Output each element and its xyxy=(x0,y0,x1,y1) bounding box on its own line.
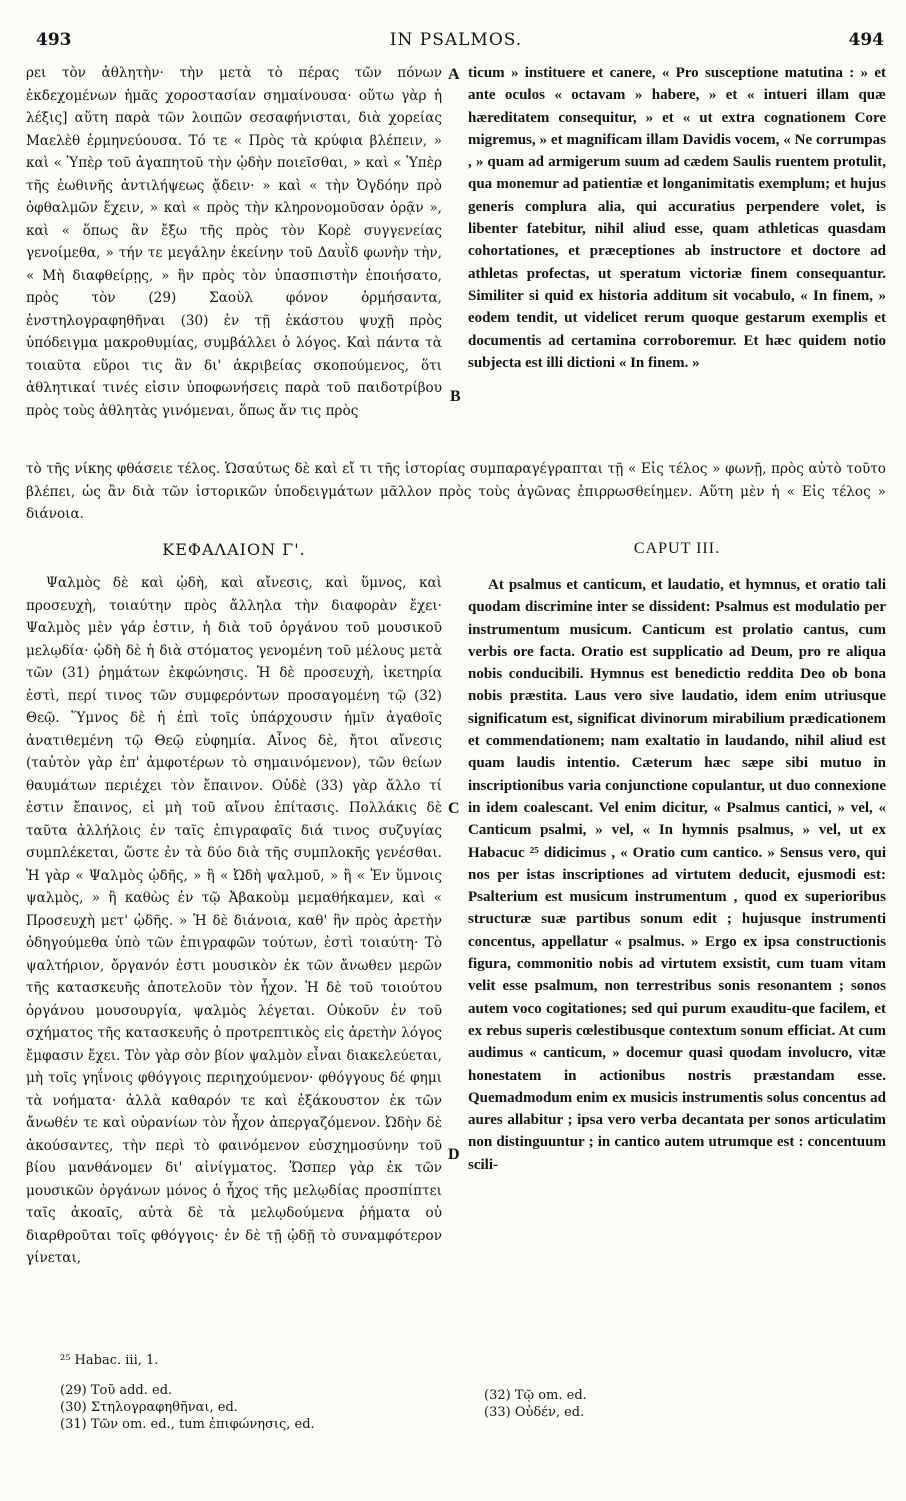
greek-paragraph-chapter: Ψαλμὸς δὲ καὶ ᾠδὴ, καὶ αἴνεσις, καὶ ὕμνος, καὶ προσευχὴ, τοιαύτην πρὸς ἄλληλα τὴν διαφορὰν ἔχει· Ψαλμὸς μὲν γάρ ἐστιν, ἡ διὰ τοῦ ὀργάνου τοῦ μουσικοῦ μελῳδία· ᾠδὴ δὲ ἡ διὰ στόματος γενομένη τοῦ μέλους μετὰ τῶν (31) ῥημάτων ἐκφώνησις. Ἡ δὲ προσευχὴ, ἱκετηρία ἐστὶ, περί τινος τῶν συμφερόντων προσαγομένη τῷ (32) Θεῷ. Ὕμνος δὲ ἡ ἐπὶ τοῖς ὑπάρχουσιν ἡμῖν ἀγαθοῖς ἀνατιθεμένη τῷ Θεῷ εὐφημία. Αἶνος δὲ, ἤτοι αἴνεσις (ταὐτὸν γὰρ ἐπ' ἀμφοτέρων τὸ σημαινόμενον), τῶν θείων θαυμάτων περιέχει τὸν ἔπαινον. Οὐδὲ (33) γὰρ ἄλλο τί ἐστιν ἔπαινος, εἰ μὴ τοῦ αἴνου ἐπίτασις. Πολλάκις δὲ ταῦτα ἀλλήλοις ἐν ταῖς ἐπιγραφαῖς διά τινος συζυγίας συμπλέκεται, ὥστε ἐν τὰ δύο διὰ τῆς συμπλοκῆς γενέσθαι. Ἡ γὰρ « Ψαλμὸς ᾠδῆς, » ἢ « Ὠδὴ ψαλμοῦ, » ἢ « Ἐν ὕμνοις ψαλμὸς, » ἢ καθὼς ἐν τῷ Ἀβακοὺμ μεμαθήκαμεν, καὶ « Προσευχὴ μετ' ᾠδῆς. » Ἡ δὲ διάνοια, καθ' ἣν πρὸς ἀρετὴν ὁδηγούμεθα ὑπὸ τῶν ἐπιγραφῶν τούτων, ἐστὶ τοιαύτη· Τὸ ψαλτήριον, ὄργανόν ἐστι μουσικὸν ἐκ τῶν ἄνωθεν μερῶν τῆς κατασκευῆς ἀποτελοῦν τὸν ἦχον. Ἡ δὲ τοῦ τοιούτου ὀργάνου μουσουργία, ψαλμὸς λέγεται. Οὐκοῦν ἐν τοῦ σχήματος τῆς κατασκευῆς ὁ προτρεπτικὸς εἰς ἀρετὴν λόγος ἔμφασιν ἔχει. Τὸν γὰρ σὸν βίον ψαλμὸν εἶναι διακελεύεται, μὴ τοῖς γηΐνοις φθόγγοις περιηχούμενον· φθόγγους δέ φημι τὰ νοήματα· ἀλλὰ καθαρόν τε καὶ ἐξάκουστον ἐκ τῶν ἄνωθέν τε καὶ οὐρανίων τὸν ἦχον ἀπεργαζόμενον. Ὠδὴν δὲ ἀκούσαντες, τὴν περὶ τὸ φαινόμενον εὐσχημοσύνην τοῦ βίου μανθάνομεν δι' αἰνίγματος. Ὥσπερ γὰρ ἐκ τῶν μουσικῶν ὀργάνων μόνος ὁ ἦχος τῆς μελῳδίας προσπίπτει ταῖς ἀκοαῖς, αὐτὰ δὲ τὰ μελῳδούμενα ῥήματα οὐ διαρθροῦται τοῖς φθόγγοις· ἐν δὲ τῇ ᾠδῇ τὸ συναμφότερον γίνεται, xyxy=(26,575,442,1266)
variant-notes-right xyxy=(484,1387,587,1421)
variant-notes-left xyxy=(60,1382,315,1433)
footnote-reference: ²⁵ Habac. iii, 1. xyxy=(60,1353,159,1368)
margin-letter-b: B xyxy=(450,388,461,405)
variant-note: (32) Τῷ om. ed. xyxy=(484,1388,587,1403)
margin-letter-d: D xyxy=(448,1146,460,1163)
variant-note: (33) Οὐδέν, ed. xyxy=(484,1405,585,1420)
variant-note: (29) Τοῦ add. ed. xyxy=(60,1383,173,1398)
latin-chapter-heading: CAPUT III. xyxy=(633,540,721,557)
greek-paragraph-top: ρει τὸν ἀθλητὴν· τὴν μετὰ τὸ πέρας τῶν πόνων ἐκδεχομένων ἡμᾶς χοροστασίαν σημαίνουσα· οὕτω γὰρ ἡ λέξις] αὕτη παρὰ τῶν λοιπῶν σεσαφήνισται, διὰ χορείας Μαελὲθ ἑρμηνεύουσα. Τό τε « Πρὸς τὰ κρύφια βλέπειν, » καὶ « Ὑπὲρ τοῦ ἀγαπητοῦ τὴν ᾠδὴν ποιεῖσθαι, » καὶ « Ὑπὲρ τῆς ἑωθινῆς ἀντιλήψεως ᾄδειν· » καὶ « τὴν Ὀγδόην πρὸ ὀφθαλμῶν ἔχειν, » καὶ « πρὸς τὴν κληρονομοῦσαν ὁρᾷν », καὶ « ὅπως ἂν ἔξω τῆς πρὸς τὸν Κορὲ συγγενείας γενοίμεθα, » τήν τε μεγάλην ἐκείνην τοῦ Δαυῒδ φωνὴν τὴν, « Μὴ διαφθείρῃς, » ἣν πρὸς τὸν ὑπασπιστὴν ἐποιήσατο, πρὸς τὸν (29) Σαοὺλ φόνον ὁρμήσαντα, ἐνστηλογραφηθῆναι (30) ἐν τῇ ἑκάστου ψυχῇ πρὸς ὑπόδειγμα μακροθυμίας, συμβάλλει ὁ λόγος. Καὶ πάντα τὰ τοιαῦτα εὕροι τις ἂν δι' ἀκριβείας σκοπούμενος, ὅτι ἀθλητικαί τινές εἰσιν ὑποφωνήσεις παρὰ τοῦ παιδοτρίβου πρὸς τοὺς ἀθλητὰς γινόμεναι, ὅπως ἄν τις πρὸς xyxy=(26,65,442,419)
latin-paragraph-chapter: At psalmus et canticum, et laudatio, et hymnus, et oratio tali quodam discrimine inter se dissident: Psalmus est modulatio per instrumentum musicum. Canticum est prolatio cantus, cum verbis ore facta. Oratio est supplicatio ad Deum, pro re aliqua nobis conducibili. Hymnus est benedictio reddita Deo ob bona nobis præstita. Laus vero sive laudatio, idem enim utriusque significatum est, significat divinorum mirabilium prædicationem et commendationem; nam exaltatio in laudando, nihil aliud est quam laudis intentio. Cæterum hæc sæpe sibi mutuo in inscriptionibus varia conjunctione copulantur, ut duo connexione in idem coalescant. Vel enim dicitur, « Psalmus cantici, » vel, « Canticum psalmi, » vel, « In hymnis psalmus, » vel, ut ex Habacuc ²⁵ didicimus , « Oratio cum cantico. » Sensus vero, qui nos per istas inscriptiones ad virtutem deducit, ejusmodi est: Psalterium est musicum instrumentum , quod ex superioribus structuræ suæ partibus sonum edit ; hujusque instrumenti concentus, appellatur « psalmus. » Ergo ex ipsa constructionis figura, commonitio nobis ad virtutem exsistit, cum tuam vitam velit esse psalmum, non terrestribus sonis resonantem ; sonos autem voco cogitationes; sed qui purum exauditu-que facilem, et ex rebus superis cœlestibusque contextum sonum efficiat. At cum audimus « canticum, » docemur quasi quodam involucro, vitæ honestatem in actionibus nostris præstandam esse. Quemadmodum enim ex musicis instrumentis solus concentus ad aures allabitur ; ipsa vero verba decantata per sonos articulatim non distinguuntur ; in cantico autem utrumque est : concentuum scili- xyxy=(468,577,886,1173)
latin-column-top xyxy=(468,62,886,457)
margin-letter-a: A xyxy=(448,66,460,83)
running-header xyxy=(26,30,886,54)
latin-column-chapter xyxy=(468,574,886,1176)
page-number-right: 494 xyxy=(848,30,884,50)
greek-full-width-text: τὸ τῆς νίκης φθάσειε τέλος. Ὡσαύτως δὲ καὶ εἴ τι τῆς ἱστορίας συμπαραγέγραπται τῇ « Εἰς τέλος » φωνῇ, πρὸς αὐτὸ τοῦτο βλέπει, ὡς ἂν διὰ τῶν ἱστορικῶν ὑποδειγμάτων μᾶλλον πρὸς τοὺς ἀγῶνας ἐπιρρωσθείημεν. Αὕτη μὲν ἡ « Εἰς τέλος » διάνοια. xyxy=(26,461,886,522)
greek-chapter-heading: ΚΕΦΑΛΑΙΟΝ Γ'. xyxy=(162,540,306,559)
greek-column-chapter xyxy=(26,572,442,1270)
latin-paragraph-top: ticum » instituere et canere, « Pro susceptione matutina : » et ante oculos « octavam » habere, » et « intueri illam quæ hæreditatem consequitur, » et « ut extra cognationem Core migremus, » et magnificam illam Davidis vocem, « Ne corrumpas , » quam ad armigerum suum ad cædem Saulis ruentem protulit, qua monemur ad patientiæ et longanimitatis exemplum; et hujus generis complura alia, qui accuratius perpendere volet, is libenter fatebitur, nihil aliud esse, quam athleticas quasdam cohortationes, et præceptiones ab instructore et doctore ad athletas profectas, ut speratum victoriæ finem consequantur. Similiter si quid ex historia additum sit vocabulo, « In finem, » eodem tendit, ut videlicet rerum quoque gestarum exemplis et documentis ad certamina corroboremur. Et hæc quidem notio subjecta est illi dictioni « In finem. » xyxy=(468,65,886,371)
running-title: IN PSALMOS. xyxy=(389,30,523,50)
margin-letter-c: C xyxy=(448,800,460,817)
page-number-left: 493 xyxy=(36,30,72,50)
variant-note: (30) Στηλογραφηθῆναι, ed. xyxy=(60,1400,238,1415)
variant-note: (31) Τῶν om. ed., tum ἐπιφώνησις, ed. xyxy=(60,1417,315,1432)
